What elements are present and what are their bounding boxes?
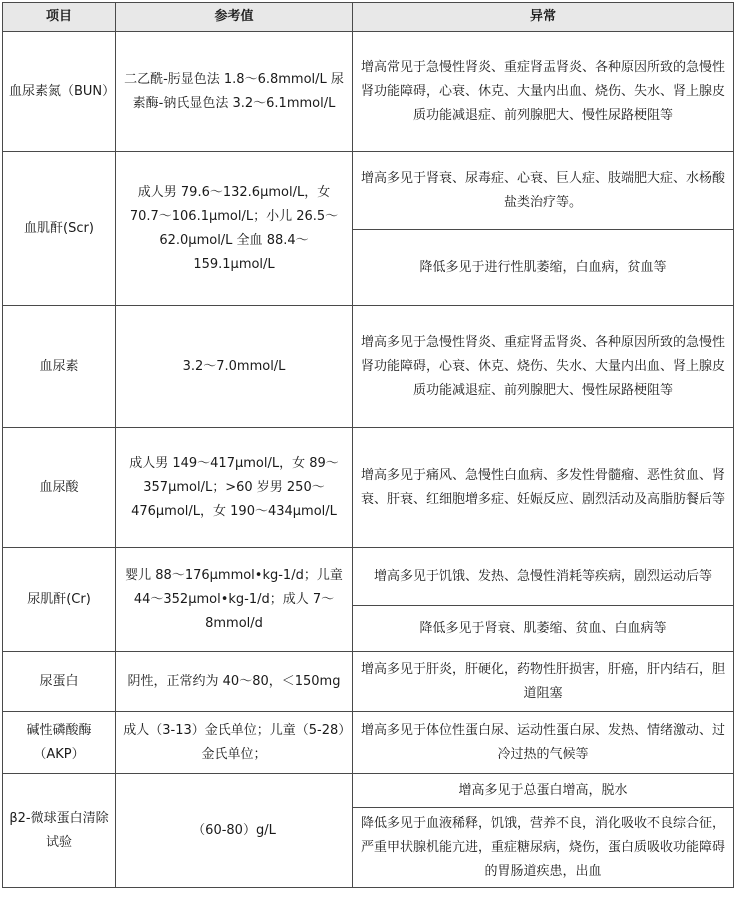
reference-cell: 二乙酰-肟显色法 1.8～6.8mmol/L 尿素酶-钠氏显色法 3.2～6.1mmol/L (116, 32, 353, 152)
item-cell: 血肌酐(Scr) (3, 152, 116, 306)
reference-cell: 成人男 149～417μmol/L，女 89～357μmol/L；>60 岁男 250～476μmol/L，女 190～434μmol/L (116, 428, 353, 548)
table-row (3, 548, 734, 606)
abnormal-cell: 增高多见于急慢性肾炎、重症肾盂肾炎、各种原因所致的急慢性肾功能障碍，心衰、休克、烧伤、失水、大量内出血、肾上腺皮质功能减退症、前列腺肥大、慢性尿路梗阻等 (353, 306, 734, 428)
header-abnormal: 异常 (353, 3, 734, 32)
abnormal-cell: 增高多见于体位性蛋白尿、运动性蛋白尿、发热、情绪激动、过冷过热的气候等 (353, 712, 734, 774)
reference-cell: 成人（3-13）金氏单位；儿童（5-28）金氏单位； (116, 712, 353, 774)
item-cell: 尿肌酐(Cr) (3, 548, 116, 652)
header-item: 项目 (3, 3, 116, 32)
reference-cell: 成人男 79.6～132.6μmol/L，女 70.7～106.1μmol/L；小儿 26.5～62.0μmol/L 全血 88.4～159.1μmol/L (116, 152, 353, 306)
abnormal-cell: 增高多见于肝炎，肝硬化，药物性肝损害，肝癌，肝内结石，胆道阻塞 (353, 652, 734, 712)
abnormal-cell: 增高多见于肾衰、尿毒症、心衰、巨人症、肢端肥大症、水杨酸盐类治疗等。 (353, 152, 734, 230)
table-row (3, 32, 734, 152)
reference-cell: 3.2～7.0mmol/L (116, 306, 353, 428)
abnormal-cell: 降低多见于血液稀释，饥饿，营养不良，消化吸收不良综合征，严重甲状腺机能亢进，重症糖尿病，烧伤，蛋白质吸收功能障碍的胃肠道疾患，出血 (353, 808, 734, 888)
table-row (3, 652, 734, 712)
header-reference: 参考值 (116, 3, 353, 32)
abnormal-cell: 增高多见于总蛋白增高，脱水 (353, 774, 734, 808)
header-row (3, 3, 734, 32)
abnormal-cell: 增高多见于饥饿、发热、急慢性消耗等疾病，剧烈运动后等 (353, 548, 734, 606)
item-cell: 血尿素 (3, 306, 116, 428)
abnormal-cell: 增高常见于急慢性肾炎、重症肾盂肾炎、各种原因所致的急慢性肾功能障碍，心衰、休克、大量内出血、烧伤、失水、肾上腺皮质功能减退症、前列腺肥大、慢性尿路梗阻等 (353, 32, 734, 152)
table-row (3, 428, 734, 548)
item-cell: 碱性磷酸酶（AKP） (3, 712, 116, 774)
abnormal-cell: 降低多见于肾衰、肌萎缩、贫血、白血病等 (353, 606, 734, 652)
reference-cell: 阴性，正常约为 40～80，＜150mg (116, 652, 353, 712)
reference-cell: （60-80）g/L (116, 774, 353, 888)
item-cell: β2-微球蛋白清除试验 (3, 774, 116, 888)
table-row (3, 712, 734, 774)
table-row (3, 306, 734, 428)
abnormal-cell: 降低多见于进行性肌萎缩，白血病，贫血等 (353, 230, 734, 306)
reference-cell: 婴儿 88～176μmmol•kg-1/d；儿童 44～352μmol•kg-1/d；成人 7～8mmol/d (116, 548, 353, 652)
table-row (3, 774, 734, 808)
table-row (3, 152, 734, 230)
reference-table (2, 2, 734, 888)
item-cell: 血尿酸 (3, 428, 116, 548)
item-cell: 尿蛋白 (3, 652, 116, 712)
item-cell: 血尿素氮（BUN） (3, 32, 116, 152)
abnormal-cell: 增高多见于痛风、急慢性白血病、多发性骨髓瘤、恶性贫血、肾衰、肝衰、红细胞增多症、妊娠反应、剧烈活动及高脂肪餐后等 (353, 428, 734, 548)
